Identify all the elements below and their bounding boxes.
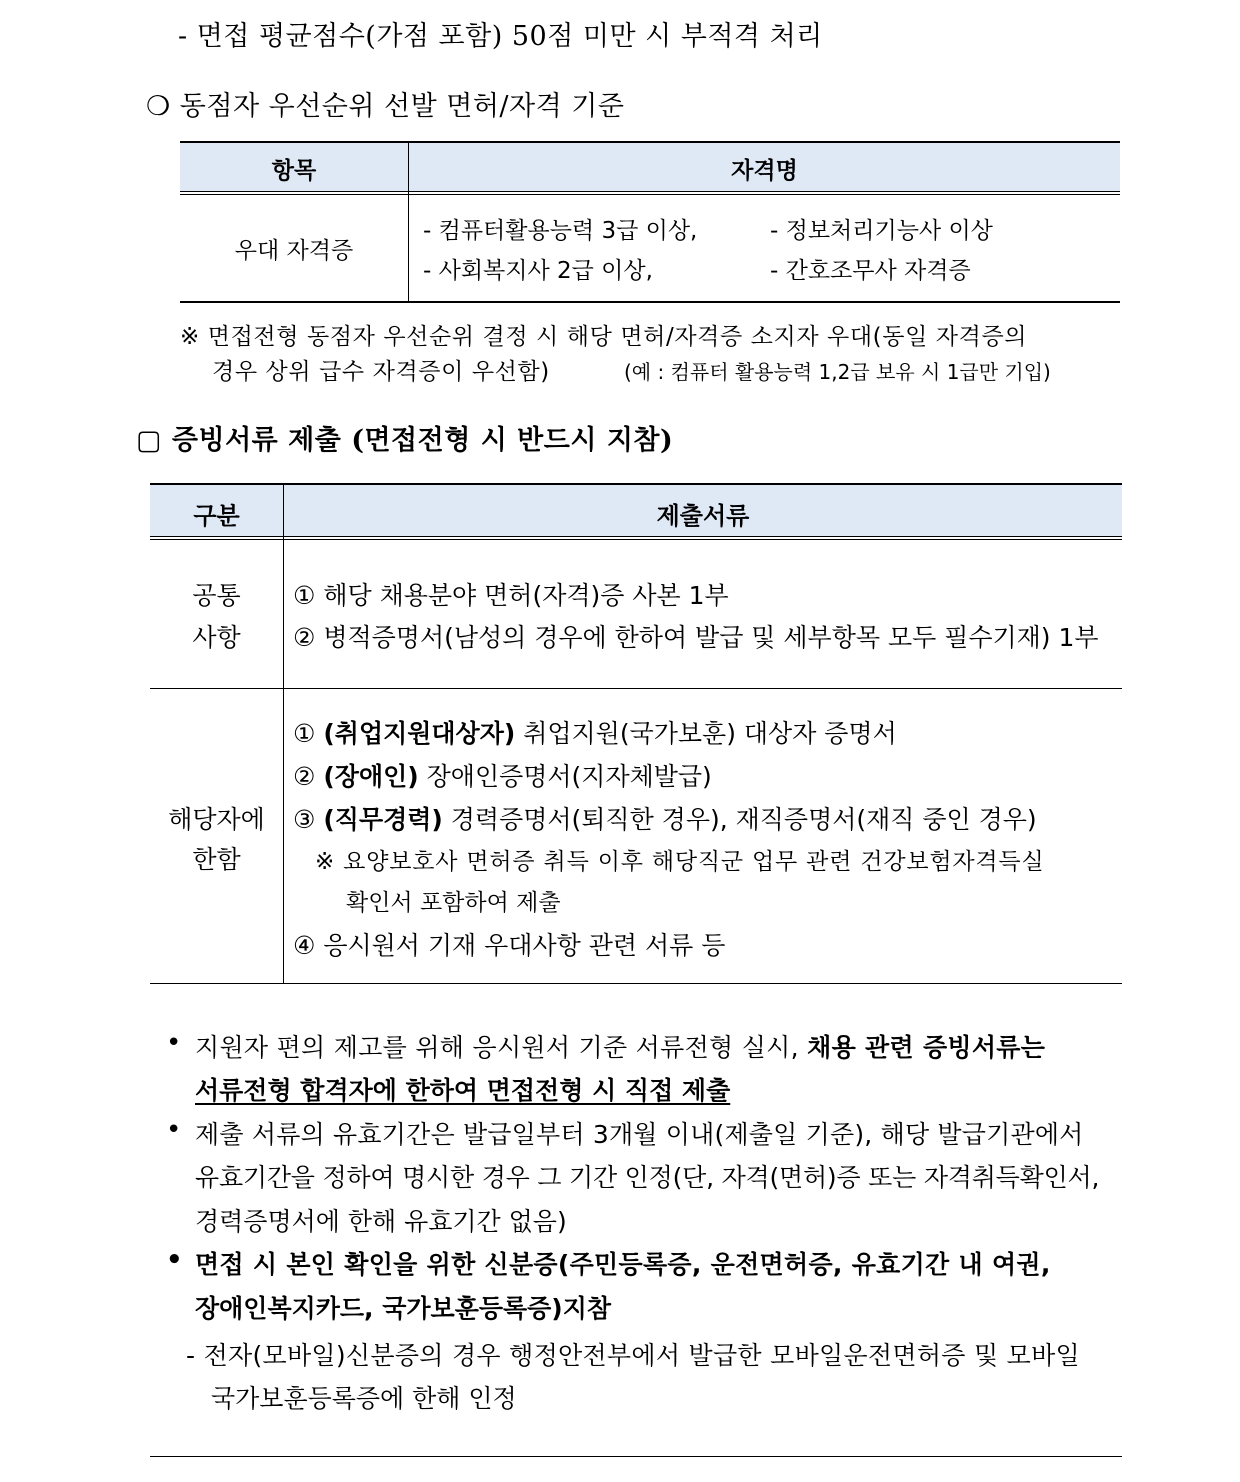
common-item-2: ② 병적증명서(남성의 경우에 한하여 발급 및 세부항목 모두 필수기재) 1부 xyxy=(293,623,1099,652)
common-row-label-2: 사항 xyxy=(192,623,241,652)
bullet-3-marker: • xyxy=(166,1245,183,1275)
applicable-item-2-num: ② xyxy=(293,762,316,791)
tie-table-cert-3: - 사회복지사 2급 이상, xyxy=(423,258,653,284)
applicable-item-3-num: ③ xyxy=(293,805,316,834)
tie-table-header-rule-2 xyxy=(180,194,1120,195)
applicable-item-2 xyxy=(293,757,712,793)
bullet-2-marker: • xyxy=(166,1115,182,1145)
bullet-1-line-2: 서류전형 합격자에 한하여 면접전형 시 직접 제출 xyxy=(195,1076,731,1105)
tie-table-col-header-cert: 자격명 xyxy=(731,158,798,184)
applicable-item-1-tag: (취업지원대상자) xyxy=(323,719,516,748)
tie-table-col-header-item: 항목 xyxy=(271,158,317,184)
docs-table-row-rule xyxy=(150,688,1122,689)
tie-note-line-1: ※ 면접전형 동점자 우선순위 결정 시 해당 면허/자격증 소지자 우대(동일 자격증의 xyxy=(180,324,1028,350)
sub-note-line-2: 국가보훈등록증에 한해 인정 xyxy=(211,1384,517,1413)
tie-table-top-rule xyxy=(180,141,1120,143)
top-note: - 면접 평균점수(가점 포함) 50점 미만 시 부적격 처리 xyxy=(178,21,823,52)
docs-table-header-rule-1 xyxy=(150,536,1122,537)
bullet-1-marker: • xyxy=(166,1028,182,1058)
tie-note-example: (예 : 컴퓨터 활용능력 1,2급 보유 시 1급만 기입) xyxy=(624,360,1051,384)
tie-table-row-label: 우대 자격증 xyxy=(234,238,354,264)
applicable-note-line-1: ※ 요양보호사 면허증 취득 이후 해당직군 업무 관련 건강보험자격득실 xyxy=(315,849,1045,875)
applicable-item-1-text: 취업지원(국가보훈) 대상자 증명서 xyxy=(523,719,897,748)
applicable-item-3-text: 경력증명서(퇴직한 경우), 재직증명서(재직 중인 경우) xyxy=(450,805,1037,834)
bullet-1-line-1-plain: 지원자 편의 제고를 위해 응시원서 기준 서류전형 실시, xyxy=(195,1033,799,1062)
bullet-2-line-1: 제출 서류의 유효기간은 발급일부터 3개월 이내(제출일 기준), 해당 발급기관에서 xyxy=(195,1120,1084,1149)
common-item-1: ① 해당 채용분야 면허(자격)증 사본 1부 xyxy=(293,581,729,610)
bullet-2-line-2: 유효기간을 정하여 명시한 경우 그 기간 인정(단, 자격(면허)증 또는 자격취득확인서, xyxy=(195,1163,1100,1192)
applicable-note-line-2: 확인서 포함하여 제출 xyxy=(346,890,561,916)
docs-table-col-header-category: 구분 xyxy=(193,502,240,530)
tie-table-header-rule-1 xyxy=(180,191,1120,192)
docs-table-col-divider xyxy=(283,484,284,984)
docs-table-header-rule-2 xyxy=(150,539,1122,540)
docs-table-top-rule xyxy=(150,483,1122,485)
applicable-item-4: ④ 응시원서 기재 우대사항 관련 서류 등 xyxy=(293,931,726,960)
sub-note-line-1: - 전자(모바일)신분증의 경우 행정안전부에서 발급한 모바일운전면허증 및 모바일 xyxy=(186,1341,1081,1370)
bottom-rule xyxy=(150,1456,1122,1457)
applicable-item-3 xyxy=(293,800,1037,836)
docs-table-col-header-documents: 제출서류 xyxy=(656,502,750,530)
applicable-item-1-num: ① xyxy=(293,719,316,748)
applicable-item-2-tag: (장애인) xyxy=(323,762,419,791)
applicable-item-3-tag: (직무경력) xyxy=(323,805,443,834)
bullet-2-line-3: 경력증명서에 한해 유효기간 없음) xyxy=(195,1207,567,1236)
tie-section-heading: ❍ 동점자 우선순위 선발 면허/자격 기준 xyxy=(146,91,625,122)
bullet-1-line-1-bold: 채용 관련 증빙서류는 xyxy=(807,1033,1046,1062)
docs-section-heading: ▢ 증빙서류 제출 (면접전형 시 반드시 지참) xyxy=(136,425,674,456)
bullet-1-line-1 xyxy=(195,1028,1045,1064)
tie-table-bottom-rule xyxy=(180,301,1120,303)
tie-table-cert-2: - 정보처리기능사 이상 xyxy=(770,218,993,244)
common-row-label-1: 공통 xyxy=(192,581,241,610)
docs-table-bottom-rule xyxy=(150,983,1122,984)
bullet-3-line-2: 장애인복지카드, 국가보훈등록증)지참 xyxy=(195,1294,612,1323)
tie-table-cert-1: - 컴퓨터활용능력 3급 이상, xyxy=(423,218,698,244)
tie-table-cert-4: - 간호조무사 자격증 xyxy=(770,258,971,284)
bullet-3-line-1: 면접 시 본인 확인을 위한 신분증(주민등록증, 운전면허증, 유효기간 내 여권, xyxy=(195,1250,1051,1279)
applicable-row-label-2: 한함 xyxy=(192,845,241,874)
tie-note-line-2: 경우 상위 급수 자격증이 우선함) xyxy=(212,359,550,385)
applicable-item-2-text: 장애인증명서(지자체발급) xyxy=(426,762,712,791)
applicable-row-label-1: 해당자에 xyxy=(168,805,265,834)
applicable-item-1 xyxy=(293,714,897,750)
